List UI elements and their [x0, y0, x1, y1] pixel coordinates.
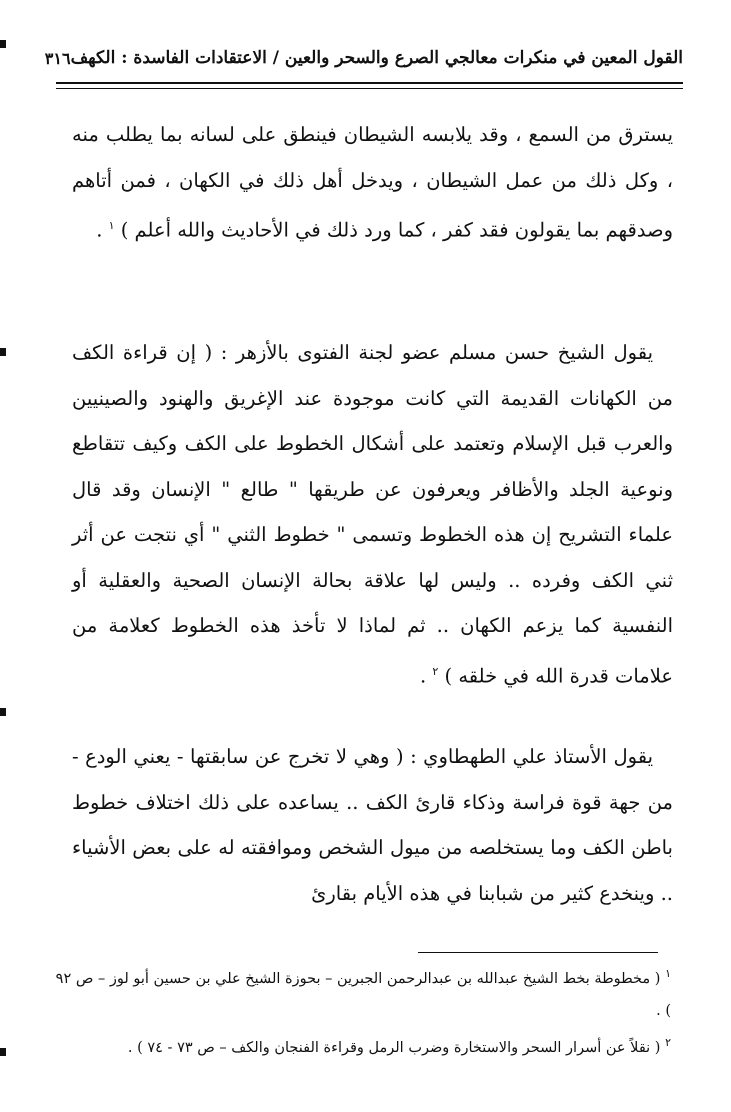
footnote-text: ( مخطوطة بخط الشيخ عبدالله بن عبدالرحمن الجبرين – بحوزة الشيخ علي بن حسين أبو لوز – ص ٩٢ ) . [55, 970, 671, 1019]
paragraph-text: يقول الأستاذ علي الطهطاوي : ( وهي لا تخرج عن سابقتها - يعني الودع - من جهة قوة فراسة وذكاء قارئ الكف .. يساعده على ذلك اختلاف خطوط باطن الكف وما يستخلصه من ميول الشخص وموافقته له على بعض الأشياء .. وينخدع كثير من شبابنا في هذه الأيام بقارئ [72, 745, 673, 905]
paragraph-tail: . [96, 218, 103, 242]
margin-mark [0, 708, 6, 716]
footnote-1 [48, 958, 671, 1027]
footnote-number: ١ [665, 967, 671, 980]
footnote-number: ٢ [665, 1035, 671, 1049]
paragraph-2 [72, 330, 673, 699]
page-number: ٣١٦ [44, 48, 71, 68]
header-rule-thick [56, 82, 683, 84]
margin-mark [0, 348, 6, 356]
paragraph-3 [72, 734, 673, 916]
paragraph-tail: . [419, 664, 427, 687]
paragraph-1 [72, 112, 673, 253]
margin-mark [0, 1048, 6, 1056]
footnote-2 [48, 1027, 671, 1064]
footnote-ref: ١ [108, 219, 115, 232]
running-header-title: القول المعين في منكرات معالجي الصرع والسحر والعين / الاعتقادات الفاسدة : الكهف [70, 48, 683, 68]
footnotes [48, 958, 671, 1064]
paragraph-text: يسترق من السمع ، وقد يلابسه الشيطان فينطق على لسانه بما يطلب منه ، وكل ذلك من عمل الشيطان ، ويدخل أهل ذلك في الكهان ، فمن أتاهم وصدقهم بما يقولون فقد كفر ، كما ورد ذلك في الأحاديث والله أعلم ) [72, 123, 673, 242]
footnote-ref: ٢ [432, 664, 439, 678]
margin-mark [0, 40, 6, 48]
footnote-text: ( نقلاً عن أسرار السحر والاستخارة وضرب الرمل وقراءة الفنجان والكف – ص ٧٣ - ٧٤ ) . [127, 1039, 661, 1056]
header-rule-thin [56, 88, 683, 89]
paragraph-text: يقول الشيخ حسن مسلم عضو لجنة الفتوى بالأزهر : ( إن قراءة الكف من الكهانات القديمة التي كانت موجودة عند الإغريق والهنود والصينيين والعرب قبل الإسلام وتعتمد على أشكال الخطوط على الكف وكيف تتقاطع ونوعية الجلد والأظافر ويعرفون عن طريقها " طالع " الإنسان وقد قال علماء التشريح إن هذه الخطوط وتسمى " خطوط الثني " أي نتجت عن أثر ثني الكف وفرده .. وليس لها علاقة بحالة الإنسان الصحية والعقلية أو النفسية كما يزعم الكهان .. ثم لماذا لا تأخذ هذه الخطوط كعلامة من علامات قدرة الله في خلقه ) [72, 341, 673, 687]
footnote-separator [418, 952, 658, 953]
running-header [44, 44, 683, 72]
